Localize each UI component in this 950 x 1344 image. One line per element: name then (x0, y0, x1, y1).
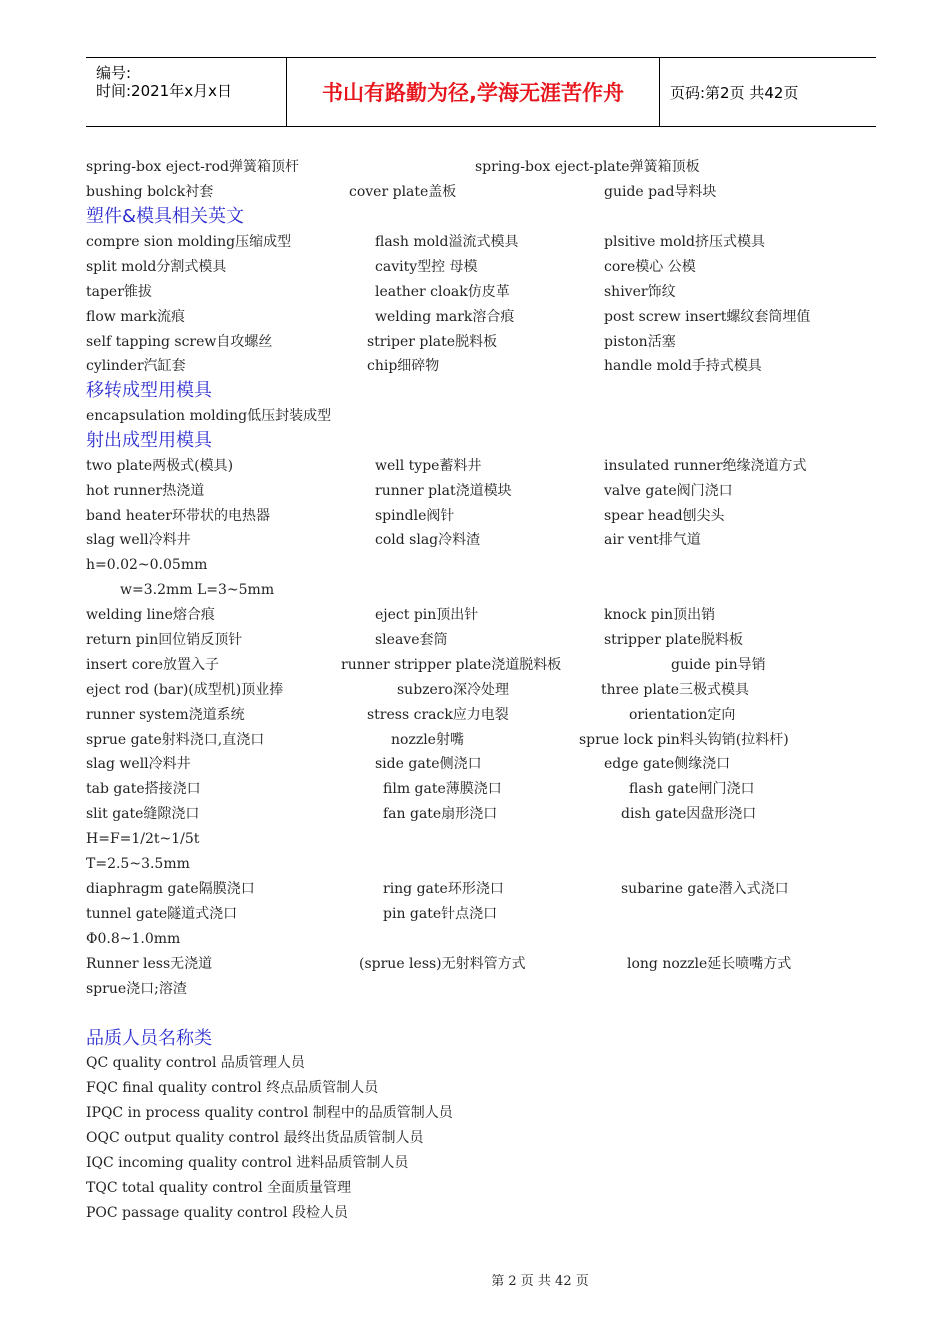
term-entry: cavity型控 母模 (375, 259, 478, 275)
term-entry: self tapping screw自攻螺丝 (86, 334, 273, 350)
term-entry: eject rod (bar)(成型机)顶业捧 (86, 682, 284, 698)
term-entry: guide pin导销 (671, 657, 766, 673)
term-entry: spring-box eject-rod弹簧箱顶杆 (86, 159, 299, 175)
term-entry: tunnel gate隧道式浇口 (86, 906, 238, 922)
date-label: 时间:2021年x月x日 (96, 82, 232, 100)
term-entry: plsitive mold挤压式模具 (604, 234, 765, 250)
term-entry: IQC incoming quality control 进料品质管制人员 (86, 1155, 409, 1171)
term-entry: insert core放置入子 (86, 657, 219, 673)
term-entry: QC quality control 品质管理人员 (86, 1055, 305, 1071)
term-entry: pin gate针点浇口 (383, 906, 498, 922)
term-entry: compre sion molding压缩成型 (86, 234, 292, 250)
term-entry: spindle阀针 (375, 508, 455, 524)
term-entry: orientation定向 (629, 707, 736, 723)
term-entry: three plate三极式模具 (601, 682, 750, 698)
term-entry: dish gate因盘形浇口 (621, 806, 757, 822)
term-entry: sleave套筒 (375, 632, 448, 648)
term-entry: stress crack应力电裂 (367, 707, 509, 723)
term-entry: post screw insert螺纹套筒埋值 (604, 309, 811, 325)
term-entry: runner plat浇道模块 (375, 483, 512, 499)
term-entry: slit gate缝隙浇口 (86, 806, 200, 822)
term-entry: FQC final quality control 终点品质管制人员 (86, 1080, 379, 1096)
term-entry: striper plate脱料板 (367, 334, 498, 350)
term-entry: diaphragm gate隔膜浇口 (86, 881, 255, 897)
term-entry: T=2.5~3.5mm (86, 856, 190, 872)
section-heading: 移转成型用模具 (86, 380, 212, 401)
term-entry: piston活塞 (604, 334, 676, 350)
term-entry: handle mold手持式模具 (604, 358, 762, 374)
term-entry: spear head刨尖头 (604, 508, 725, 524)
term-entry: core模心 公模 (604, 259, 696, 275)
term-entry: cold slag冷料渣 (375, 532, 481, 548)
term-entry: two plate两极式(模具) (86, 458, 234, 474)
term-entry: slag well冷料井 (86, 532, 191, 548)
term-entry: hot runner热浇道 (86, 483, 205, 499)
term-entry: H=F=1/2t~1/5t (86, 831, 200, 847)
term-entry: split mold分割式模具 (86, 259, 227, 275)
section-heading: 品质人员名称类 (86, 1028, 212, 1049)
term-entry: POC passage quality control 段检人员 (86, 1205, 349, 1221)
term-entry: edge gate侧缘浇口 (604, 756, 731, 772)
term-entry: return pin回位销反顶针 (86, 632, 243, 648)
term-entry: w=3.2mm L=3~5mm (120, 582, 275, 598)
term-entry: runner system浇道系统 (86, 707, 245, 723)
term-entry: band heater环带状的电热器 (86, 508, 270, 524)
term-entry: sprue lock pin料头钩销(拉料杆) (579, 732, 789, 748)
term-entry: nozzle射嘴 (391, 732, 464, 748)
motto: 书山有路勤为径,学海无涯苦作舟 (287, 58, 660, 126)
term-entry: long nozzle延长喷嘴方式 (627, 956, 792, 972)
term-entry: bushing bolck衬套 (86, 184, 214, 200)
term-entry: Runner less无浇道 (86, 956, 213, 972)
term-entry: air vent排气道 (604, 532, 701, 548)
term-entry: Φ0.8~1.0mm (86, 931, 181, 947)
term-entry: side gate侧浇口 (375, 756, 482, 772)
term-entry: h=0.02~0.05mm (86, 557, 208, 573)
term-entry: flash gate闸门浇口 (629, 781, 755, 797)
term-entry: knock pin顶出销 (604, 607, 716, 623)
term-entry: stripper plate脱料板 (604, 632, 744, 648)
term-entry: tab gate搭接浇口 (86, 781, 201, 797)
section-heading: 射出成型用模具 (86, 430, 212, 451)
term-entry: cylinder汽缸套 (86, 358, 186, 374)
section-heading: 塑件&模具相关英文 (86, 206, 245, 227)
term-entry: eject pin顶出针 (375, 607, 479, 623)
term-entry: slag well冷料井 (86, 756, 191, 772)
term-entry: sprue gate射料浇口,直浇口 (86, 732, 265, 748)
term-entry: insulated runner绝缘浇道方式 (604, 458, 807, 474)
term-entry: taper锥拔 (86, 284, 152, 300)
term-entry: spring-box eject-plate弹簧箱顶板 (475, 159, 700, 175)
term-entry: valve gate阀门浇口 (604, 483, 733, 499)
serial-label: 编号: (96, 64, 132, 82)
term-entry: TQC total quality control 全面质量管理 (86, 1180, 352, 1196)
term-entry: chip细碎物 (367, 358, 440, 374)
term-entry: flow mark流痕 (86, 309, 185, 325)
term-entry: fan gate扇形浇口 (383, 806, 498, 822)
term-entry: runner stripper plate浇道脱料板 (341, 657, 562, 673)
term-entry: leather cloak仿皮革 (375, 284, 510, 300)
term-entry: subzero深冷处理 (397, 682, 509, 698)
term-entry: (sprue less)无射料管方式 (359, 956, 526, 972)
term-entry: encapsulation molding低压封装成型 (86, 408, 332, 424)
term-entry: OQC output quality control 最终出货品质管制人员 (86, 1130, 424, 1146)
term-entry: film gate薄膜浇口 (383, 781, 502, 797)
term-entry: welding line熔合痕 (86, 607, 215, 623)
term-entry: sprue浇口;溶渣 (86, 981, 187, 997)
page-footer: 第 2 页 共 42 页 (491, 1274, 589, 1289)
term-entry: guide pad导料块 (604, 184, 717, 200)
term-entry: flash mold溢流式模具 (375, 234, 519, 250)
term-entry: shiver饰纹 (604, 284, 676, 300)
page-info: 页码:第2页 共42页 (670, 83, 799, 102)
term-entry: welding mark溶合痕 (375, 309, 515, 325)
term-entry: IPQC in process quality control 制程中的品质管制人员 (86, 1105, 453, 1121)
term-entry: well type蓄料井 (375, 458, 482, 474)
page-header (86, 57, 876, 127)
term-entry: subarine gate潜入式浇口 (621, 881, 789, 897)
term-entry: ring gate环形浇口 (383, 881, 504, 897)
header-info-cell (86, 58, 287, 126)
term-entry: cover plate盖板 (349, 184, 457, 200)
